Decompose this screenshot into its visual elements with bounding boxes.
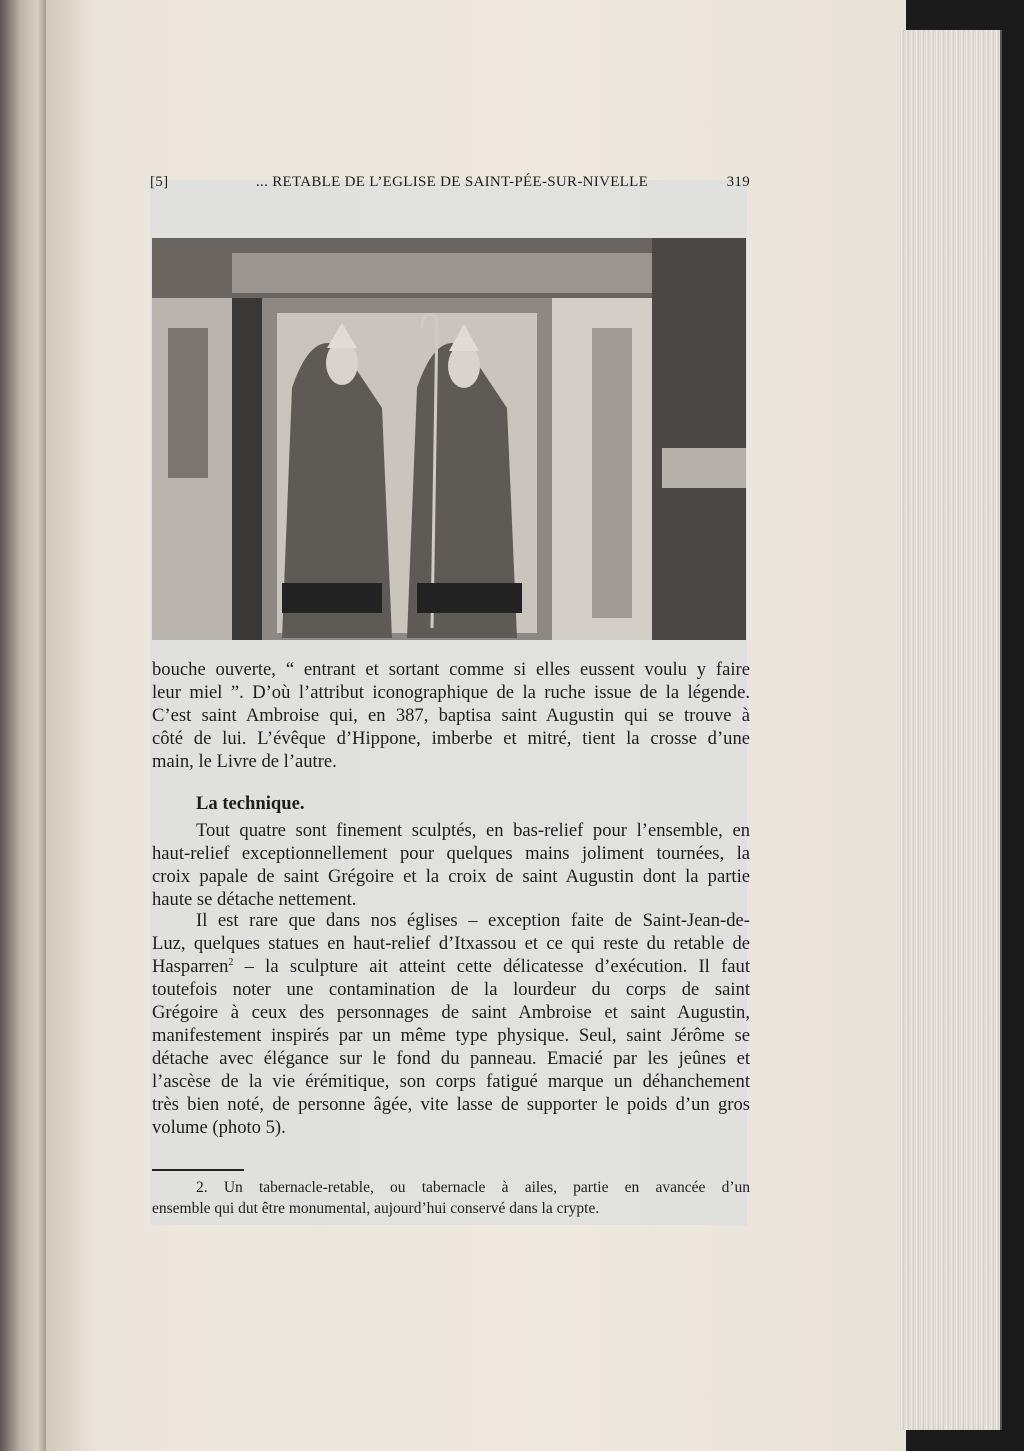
running-header — [150, 174, 750, 196]
section-number: [5] — [150, 174, 169, 190]
section-heading-block — [152, 792, 750, 815]
text-line: bouche ouverte, “ entrant et sortant comme si elles eussent voulu y faire — [152, 659, 750, 680]
text-fragment: – la sculpture ait atteint cette délicatesse d’exécution. Il faut — [233, 956, 750, 977]
text-line — [152, 955, 750, 978]
text-line: croix papale de saint Grégoire et la croix de saint Augustin dont la partie — [152, 866, 750, 887]
text-line: Tout quatre sont finement sculptés, en bas-relief pour l’ensemble, en — [196, 820, 750, 841]
text-line: très bien noté, de personne âgée, vite lasse de supporter le poids d’un gros — [152, 1094, 750, 1115]
text-line: volume (photo 5). — [152, 1117, 286, 1138]
section-heading: La technique. — [196, 793, 305, 814]
left-page-edge — [0, 0, 50, 1451]
photo-retable — [152, 238, 746, 640]
page-number: 319 — [726, 174, 750, 190]
running-title: ... RETABLE DE L’EGLISE DE SAINT-PÉE-SUR-NIVELLE — [256, 174, 649, 190]
text-line: leur miel ”. D’où l’attribut iconographique de la ruche issue de la légende. — [152, 682, 750, 703]
footnote-ref[interactable]: 2 — [228, 956, 234, 968]
paragraph-3 — [152, 909, 750, 1139]
retable-photo-drawing — [152, 238, 746, 640]
text-line: Luz, quelques statues en haut-relief d’Itxassou et ce qui reste du retable de — [152, 933, 750, 954]
text-line: côté de lui. L’évêque d’Hippone, imberbe et mitré, tient la crosse d’une — [152, 728, 750, 749]
text-line: haute se détache nettement. — [152, 889, 357, 910]
page-stack-edge — [900, 30, 1002, 1430]
footnote-line: 2. Un tabernacle-retable, ou tabernacle à ailes, partie en avancée d’un — [196, 1179, 750, 1196]
text-line: Grégoire à ceux des personnages de saint Ambroise et saint Augustin, — [152, 1002, 750, 1023]
footnote-line: ensemble qui dut être monumental, aujourd’hui conservé dans la crypte. — [152, 1200, 600, 1217]
text-line: toutefois noter une contamination de la lourdeur du corps de saint — [152, 979, 750, 1000]
text-line: C’est saint Ambroise qui, en 387, baptisa saint Augustin qui se trouve à — [152, 705, 750, 726]
paragraph-1 — [152, 658, 750, 773]
text-fragment: Hasparren — [152, 956, 229, 977]
text-line: l’ascèse de la vie érémitique, son corps fatigué marque un déhanchement — [152, 1071, 750, 1092]
paragraph-2 — [152, 819, 750, 911]
text-line: manifestement inspirés par un même type physique. Seul, saint Jérôme se — [152, 1025, 750, 1046]
text-line: main, le Livre de l’autre. — [152, 751, 337, 772]
text-line: détache avec élégance sur le fond du panneau. Emacié par les jeûnes et — [152, 1048, 750, 1069]
footnote — [152, 1177, 750, 1219]
text-line: haut-relief exceptionnellement pour quelques mains joliment tournées, la — [152, 843, 750, 864]
footnote-rule — [152, 1169, 244, 1171]
text-line: Il est rare que dans nos églises – exception faite de Saint-Jean-de- — [196, 910, 750, 931]
